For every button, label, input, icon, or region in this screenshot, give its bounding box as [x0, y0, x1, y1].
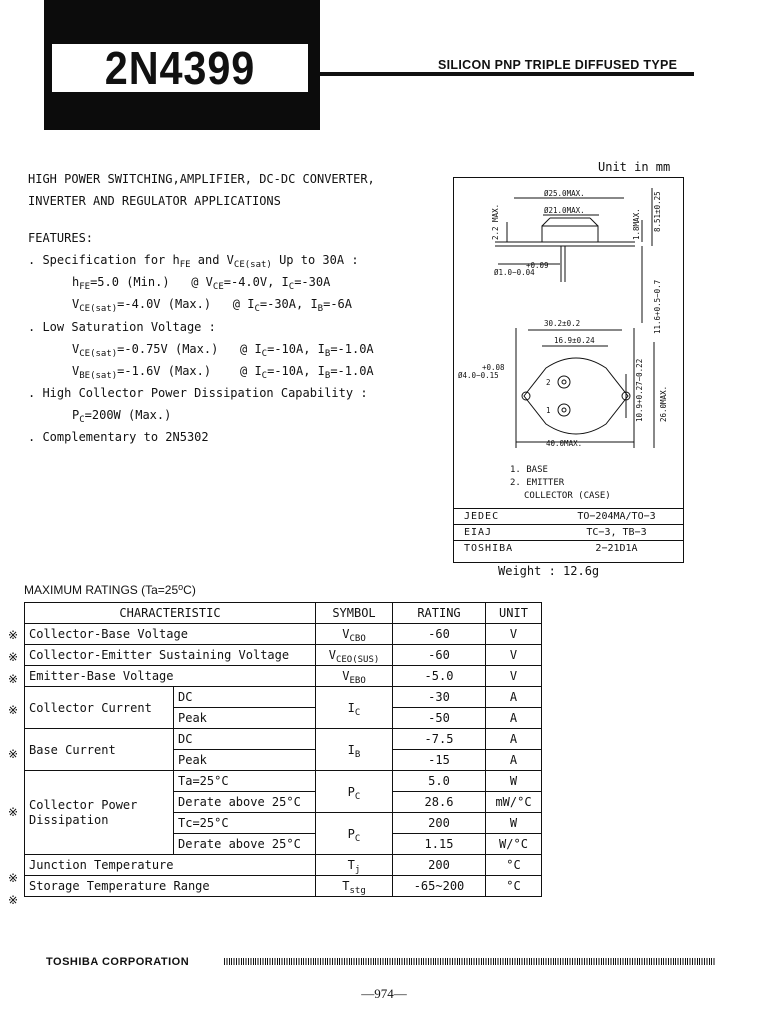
feature-item: $V_{BE(sat)}=-1.6V$ (Max.) @ $I_C=-10A$, $I_B=-1.0A$: [72, 364, 374, 381]
star-marker: ※: [8, 871, 19, 885]
application-line-1: HIGH POWER SWITCHING,AMPLIFIER, DC-DC CONVERTER,: [28, 172, 375, 186]
ratings-title: MAXIMUM RATINGS $(Ta=25^oC)$: [24, 582, 196, 597]
dim-hole-d: Ø4.0−0.15: [458, 371, 499, 380]
header-rule: [320, 72, 694, 76]
header-characteristic: CHARACTERISTIC: [25, 603, 316, 624]
features-title: FEATURES:: [28, 231, 94, 245]
feature-item: $V_{CE(sat)}=-0.75V$ (Max.) @ $I_C=-10A$, $I_B=-1.0A$: [72, 342, 374, 359]
standard-row-eiaj: EIAJ TC−3, TB−3: [454, 524, 683, 541]
table-row: Tc=25°C $P_C$ 200 W: [25, 813, 542, 834]
table-row: Peak -15 A: [25, 750, 542, 771]
table-row: Collector-Emitter Sustaining Voltage $V_{CEO(SUS)}$ -60 V: [25, 645, 542, 666]
header-rating: RATING: [393, 603, 486, 624]
package-weight: Weight : 12.6g: [498, 564, 600, 578]
feature-item: . High Collector Power Dissipation Capability :: [28, 386, 368, 400]
table-row: Peak -50 A: [25, 708, 542, 729]
dim-h18: 1.8MAX.: [632, 208, 641, 240]
dim-h851: 8.51±0.25: [653, 191, 662, 232]
dim-h22: 2.2 MAX.: [491, 203, 500, 240]
star-marker: ※: [8, 628, 19, 642]
dim-pin-d: Ø1.0−0.04: [494, 268, 535, 277]
pin-legend-1: 1. BASE: [510, 465, 548, 475]
standard-row-toshiba: TOSHIBA 2−21D1A: [454, 540, 683, 557]
footer-rule: [224, 958, 716, 965]
table-row: Base Current DC $I_B$ -7.5 A: [25, 729, 542, 750]
header-unit: UNIT: [486, 603, 542, 624]
dim-pin-tol: +0.09: [526, 261, 549, 270]
page-number: —974—: [361, 986, 407, 1001]
pin-1-label: 1: [546, 406, 551, 415]
table-row: Derate above 25°C 1.15 W/°C: [25, 834, 542, 855]
table-row: Collector Power Dissipation Ta=25°C $P_C$ 5.0 W: [25, 771, 542, 792]
table-row: Emitter-Base Voltage $V_{EBO}$ -5.0 V: [25, 666, 542, 687]
table-row: Collector Current DC $I_C$ -30 A: [25, 687, 542, 708]
dim-h109: 10.9+0.27−0.22: [635, 358, 644, 422]
dim-d21: Ø21.0MAX.: [544, 206, 585, 215]
dim-w169: 16.9±0.24: [554, 336, 595, 345]
star-marker: ※: [8, 805, 19, 819]
feature-item: $P_C=200W$ (Max.): [72, 408, 172, 425]
star-marker: ※: [8, 672, 19, 686]
company-name: TOSHIBA CORPORATION: [46, 956, 190, 968]
feature-item: $h_{FE}=5.0$ (Min.) @ $V_{CE}=-4.0V$, $I_C=-30A$: [72, 275, 331, 292]
feature-item: . Specification for $h_{FE}$ and $V_{CE(sat)}$ Up to 30A :: [28, 253, 359, 270]
table-row: Storage Temperature Range $T_{stg}$ -65~200 °C: [25, 876, 542, 897]
package-outline-drawing: [454, 178, 683, 508]
table-row: Junction Temperature $T_j$ 200 °C: [25, 855, 542, 876]
dim-w40: 40.0MAX.: [546, 439, 583, 448]
feature-item: . Complementary to 2N5302: [28, 430, 209, 444]
star-marker: ※: [8, 893, 19, 907]
dim-h260: 26.0MAX.: [659, 385, 668, 422]
application-line-2: INVERTER AND REGULATOR APPLICATIONS: [28, 194, 281, 208]
header-symbol: SYMBOL: [316, 603, 393, 624]
part-number: 2N4399: [104, 42, 256, 94]
dim-d25: Ø25.0MAX.: [544, 189, 585, 198]
standard-row-jedec: JEDEC TO−204MA/TO−3: [454, 508, 683, 525]
pin-legend-2: 2. EMITTER: [510, 478, 565, 488]
pin-2-label: 2: [546, 378, 551, 387]
table-header-row: [25, 603, 542, 624]
dim-w302: 30.2±0.2: [544, 319, 581, 328]
device-type: SILICON PNP TRIPLE DIFFUSED TYPE: [438, 58, 678, 72]
unit-label: Unit in mm: [598, 160, 671, 174]
max-ratings-table: [24, 602, 542, 897]
dim-hole-tol: +0.08: [482, 363, 505, 372]
feature-item: $V_{CE(sat)}=-4.0V$ (Max.) @ $I_C=-30A$, $I_B=-6A$: [72, 297, 352, 314]
feature-item: . Low Saturation Voltage :: [28, 320, 216, 334]
table-row: Derate above 25°C 28.6 mW/°C: [25, 792, 542, 813]
pin-legend-3: COLLECTOR (CASE): [524, 491, 611, 501]
star-marker: ※: [8, 747, 19, 761]
package-drawing-box: [453, 177, 684, 563]
star-marker: ※: [8, 703, 19, 717]
dim-lead: 11.6+0.5−0.7: [653, 279, 662, 334]
table-row: Collector-Base Voltage $V_{CBO}$ -60 V: [25, 624, 542, 645]
star-marker: ※: [8, 650, 19, 664]
